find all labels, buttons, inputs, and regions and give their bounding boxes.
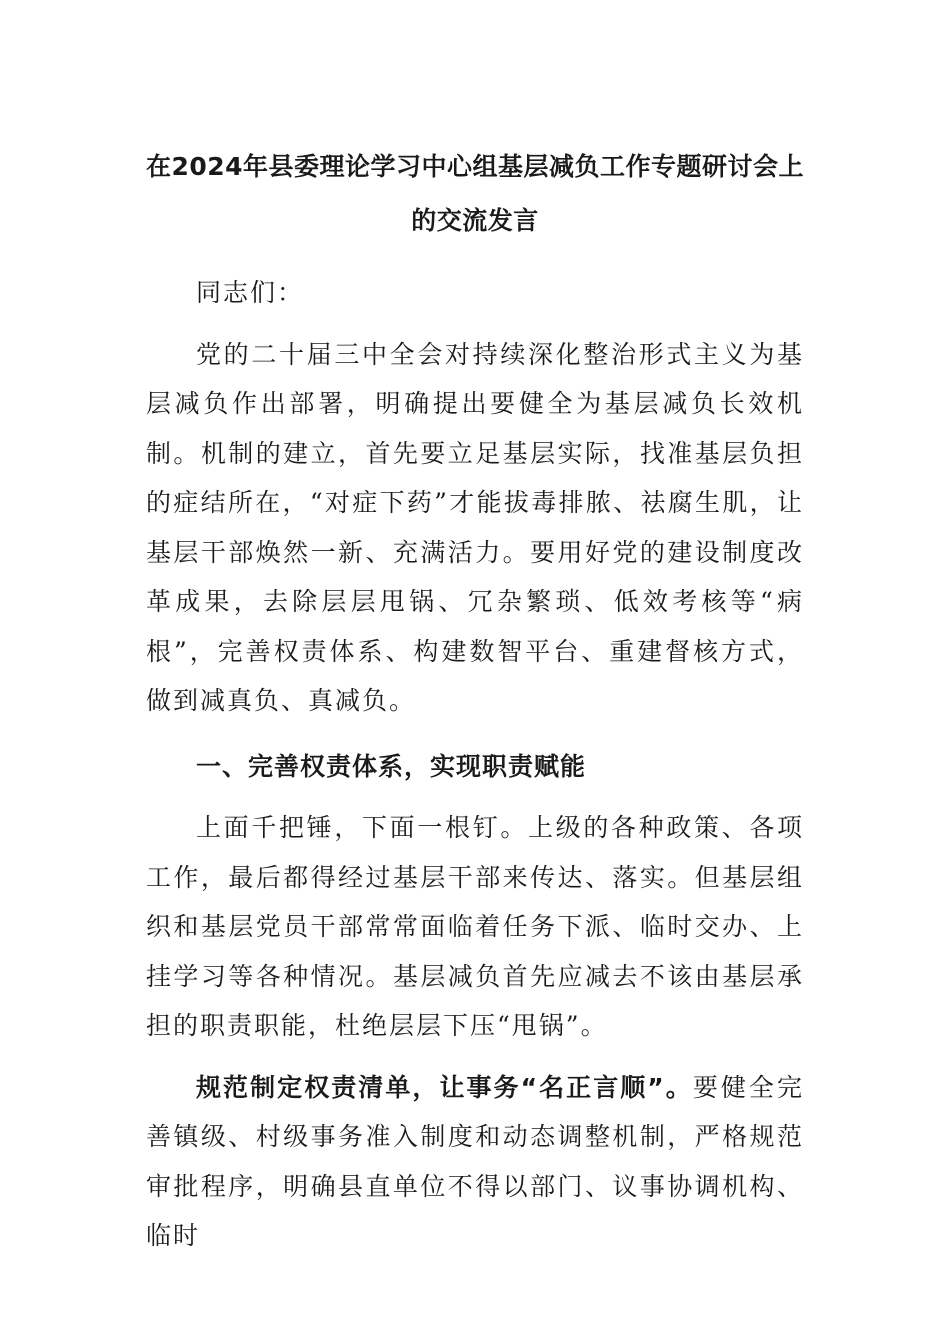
point1-body: 要健全完善镇级、村级事务准入制度和动态调整机制，严格规范审批程序，明确县直单位不得以部门、议事协调机构、临时 — [146, 1072, 804, 1250]
point1-lead: 规范制定权责清单，让事务“名正言顺”。 — [196, 1072, 693, 1102]
point1-paragraph — [146, 1063, 804, 1261]
document-page — [146, 140, 804, 1261]
title-line-1: 在2024年县委理论学习中心组基层减负工作专题研讨会上 — [145, 152, 805, 181]
document-title — [140, 140, 810, 248]
salutation: 同志们： — [196, 278, 305, 307]
title-line-2: 的交流发言 — [411, 206, 539, 235]
section1-paragraph: 上面千把锤，下面一根钉。上级的各种政策、各项工作，最后都得经过基层干部来传达、落实。但基层组织和基层党员干部常常面临着任务下派、临时交办、上挂学习等各种情况。基层减负首先应减去不该由基层承担的职责职能，杜绝层层下压“甩锅”。 — [146, 813, 804, 1040]
intro-paragraph: 党的二十届三中全会对持续深化整治形式主义为基层减负作出部署，明确提出要健全为基层减负长效机制。机制的建立，首先要立足基层实际，找准基层负担的症结所在，“对症下药”才能拔毒排脓、祛腐生肌，让基层干部焕然一新、充满活力。要用好党的建设制度改革成果，去除层层甩锅、冗杂繁琐、低效考核等“病根”，完善权责体系、构建数智平台、重建督核方式，做到减真负、真减负。 — [146, 339, 804, 715]
section-heading-1: 一、完善权责体系，实现职责赋能 — [196, 751, 587, 781]
